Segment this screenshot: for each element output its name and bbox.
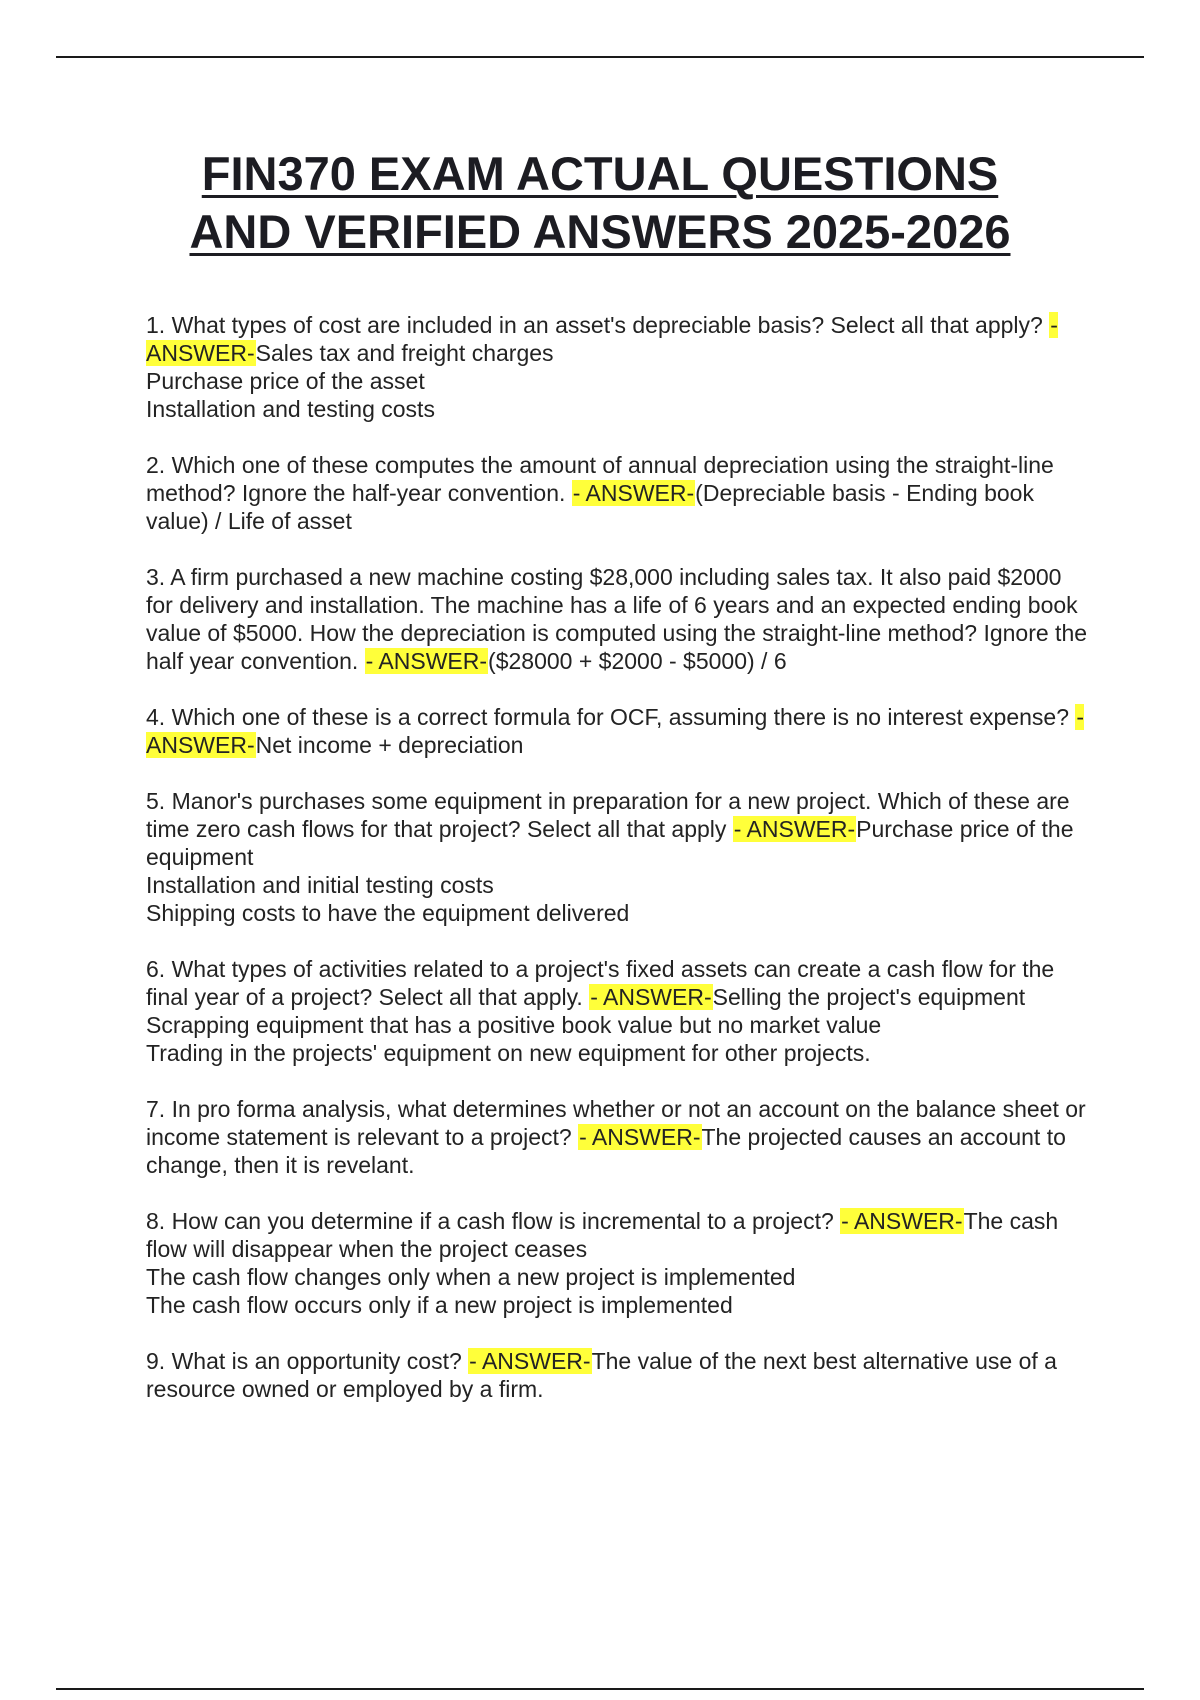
document-title (0, 145, 1200, 261)
qa-list (146, 311, 1094, 1431)
answer-text: (Depreciable basis - Ending book value) / Life of asset (146, 480, 1034, 534)
top-rule (56, 56, 1144, 58)
answer-text: Selling the project's equipment Scrapping equipment that has a positive book value but no market value Trading in the projects' equipment on new equipment for other projects. (146, 984, 1026, 1066)
qa-item-4 (146, 703, 1094, 759)
question-text: 8. How can you determine if a cash flow is incremental to a project? (146, 1208, 841, 1234)
qa-item-3 (146, 563, 1094, 675)
qa-item-8 (146, 1207, 1094, 1319)
answer-tag: - ANSWER- (841, 1208, 963, 1234)
answer-tag: - ANSWER- (590, 984, 712, 1010)
question-text: 5. Manor's purchases some equipment in preparation for a new project. Which of these are time zero cash flows for that project? Select all that apply (146, 788, 1070, 842)
title-line-2: AND VERIFIED ANSWERS 2025-2026 (189, 205, 1011, 258)
qa-item-9 (146, 1347, 1094, 1403)
qa-item-1 (146, 311, 1094, 423)
qa-item-2 (146, 451, 1094, 535)
question-text: 1. What types of cost are included in an asset's depreciable basis? Select all that apply? (146, 312, 1050, 338)
answer-text: The projected causes an account to change, then it is revelant. (146, 1124, 1066, 1178)
answer-tag: - ANSWER- (579, 1124, 701, 1150)
question-text: 2. Which one of these computes the amount of annual depreciation using the straight-line method? Ignore the half-year convention. (146, 452, 1054, 506)
answer-text: Purchase price of the equipment Installation and initial testing costs Shipping costs to have the equipment delivered (146, 816, 1074, 926)
question-text: 3. A firm purchased a new machine costing $28,000 including sales tax. It also paid $2000 for delivery and installation. The machine has a life of 6 years and an expected ending book value of $5000. How the depreciation is computed using the straight-line method? Ignore the half year convention. (146, 564, 1088, 674)
question-text: 7. In pro forma analysis, what determines whether or not an account on the balance sheet or income statement is relevant to a project? (146, 1096, 1086, 1150)
answer-text: The value of the next best alternative use of a resource owned or employed by a firm. (146, 1348, 1057, 1402)
answer-tag: - ANSWER- (365, 648, 488, 674)
question-text: 6. What types of activities related to a project's fixed assets can create a cash flow for the final year of a project? Select all that apply. (146, 956, 1055, 1010)
answer-tag: - ANSWER- (146, 312, 1058, 366)
answer-text: Net income + depreciation (255, 732, 524, 758)
answer-tag: - ANSWER- (572, 480, 695, 506)
answer-tag: - ANSWER- (469, 1348, 591, 1374)
title-line-1: FIN370 EXAM ACTUAL QUESTIONS (201, 147, 999, 200)
qa-item-7 (146, 1095, 1094, 1179)
bottom-rule (56, 1688, 1144, 1690)
answer-text: The cash flow will disappear when the project ceases The cash flow changes only when a new project is implemented The cash flow occurs only if a new project is implemented (146, 1208, 1059, 1318)
question-text: 9. What is an opportunity cost? (146, 1348, 469, 1374)
answer-tag: - ANSWER- (733, 816, 856, 842)
answer-tag: - ANSWER- (146, 704, 1085, 758)
answer-text: ($28000 + $2000 - $5000) / 6 (488, 648, 787, 674)
qa-item-6 (146, 955, 1094, 1067)
answer-text: Sales tax and freight charges Purchase price of the asset Installation and testing costs (146, 340, 554, 422)
qa-item-5 (146, 787, 1094, 927)
question-text: 4. Which one of these is a correct formula for OCF, assuming there is no interest expense? (146, 704, 1076, 730)
